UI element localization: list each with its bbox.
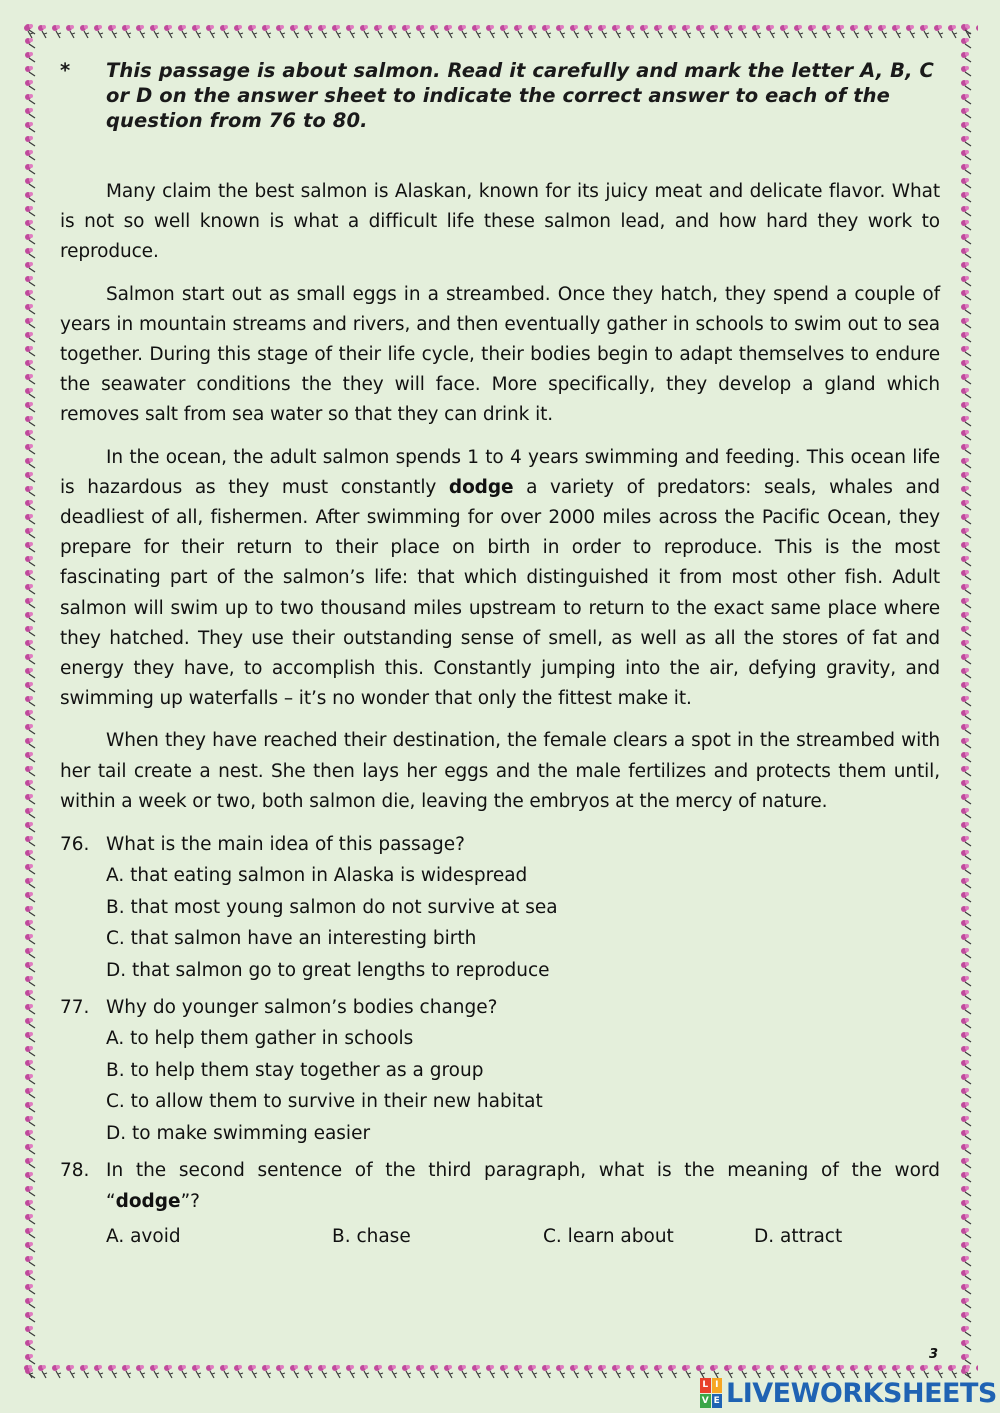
decorative-border-right: [958, 22, 978, 1382]
worksheet-page: [60, 58, 940, 1252]
question-number: 77.: [60, 997, 90, 1019]
paragraph-3: [60, 443, 940, 715]
liveworksheets-logo-icon: L I V E: [700, 1378, 722, 1408]
answer-option-d[interactable]: D. attract: [754, 1226, 843, 1248]
question-78: [60, 1155, 940, 1252]
question-number: 78.: [60, 1160, 90, 1182]
paragraph-3-text-after: a variety of predators: seals, whales and deadliest of all, fishermen. After swimming for over 2000 miles across the Pacific Ocean, they prepare for their return to their place on birth in order to reproduce. This is the most fascinating part of the salmon’s life: that which distinguished it from most other fish. Adult salmon will swim up to two thousand miles upstream to return to the exact same place where they hatched. They use their outstanding sense of smell, as well as all the stores of fat and energy they have, to accomplish this. Constantly jumping into the air, defying gravity, and swimming up waterfalls – it’s no wonder that only the fittest make it.: [60, 476, 940, 710]
instruction-text: This passage is about salmon. Read it carefully and mark the letter A, B, C or D on the answer sheet to indicate the correct answer to each of the question from 76 to 80.: [106, 59, 934, 132]
instruction-marker: *: [60, 59, 71, 82]
highlighted-word-dodge: dodge: [448, 476, 514, 498]
question-stem: [106, 1155, 940, 1217]
answer-option-c[interactable]: C. to allow them to survive in their new habitat: [106, 1091, 543, 1113]
paragraph-2: Salmon start out as small eggs in a streambed. Once they hatch, they spend a couple of years in mountain streams and rivers, and then eventually gather in schools to swim out to sea together. During this stage of their life cycle, their bodies begin to adapt themselves to endure the seawater conditions the they will face. More specifically, they develop a gland which removes salt from sea water so that they can drink it.: [60, 283, 940, 426]
answer-option-a[interactable]: A. avoid: [106, 1226, 181, 1248]
answer-option-a[interactable]: A. to help them gather in schools: [106, 1028, 414, 1050]
question-stem-before: In the second sentence of the third paragraph, what is the meaning of the word “: [106, 1160, 940, 1213]
liveworksheets-logo-text: LIVEWORKSHEETS: [726, 1377, 997, 1409]
question-number: 76.: [60, 834, 90, 856]
answer-option-b[interactable]: B. chase: [332, 1226, 411, 1248]
answer-option-d[interactable]: D. to make swimming easier: [106, 1122, 371, 1144]
instruction: [60, 58, 940, 133]
paragraph-4: When they have reached their destination, the female clears a spot in the streambed with her tail create a nest. She then lays her eggs and the male fertilizes and protects them until, within a week or two, both salmon die, leaving the embryos at the mercy of nature.: [60, 730, 940, 812]
answer-options-row: [106, 1221, 940, 1252]
question-76: [60, 829, 940, 986]
question-stem-bold-word: dodge: [115, 1191, 181, 1213]
decorative-border-top: [22, 22, 978, 42]
page-number: 3: [929, 1347, 939, 1362]
answer-option-b[interactable]: B. that most young salmon do not survive at sea: [106, 896, 558, 918]
liveworksheets-logo: [700, 1375, 997, 1411]
answer-option-c[interactable]: C. that salmon have an interesting birth: [106, 928, 477, 950]
question-stem-after: ”?: [180, 1191, 200, 1213]
question-77: [60, 992, 940, 1149]
paragraph-1: Many claim the best salmon is Alaskan, known for its juicy meat and delicate flavor. What is not so well known is what a difficult life these salmon lead, and how hard they work to reproduce.: [60, 181, 940, 263]
answer-option-c[interactable]: C. learn about: [543, 1226, 674, 1248]
answer-option-b[interactable]: B. to help them stay together as a group: [106, 1059, 484, 1081]
decorative-border-left: [22, 22, 42, 1382]
paragraph-3-text-before: In the ocean, the adult salmon spends 1 to 4 years swimming and feeding. This ocean life is hazardous as they must constantly: [60, 446, 940, 498]
reading-passage: [60, 177, 940, 817]
question-stem: Why do younger salmon’s bodies change?: [106, 997, 498, 1019]
question-stem: What is the main idea of this passage?: [106, 834, 465, 856]
answer-option-d[interactable]: D. that salmon go to great lengths to reproduce: [106, 959, 550, 981]
answer-option-a[interactable]: A. that eating salmon in Alaska is widespread: [106, 865, 528, 887]
